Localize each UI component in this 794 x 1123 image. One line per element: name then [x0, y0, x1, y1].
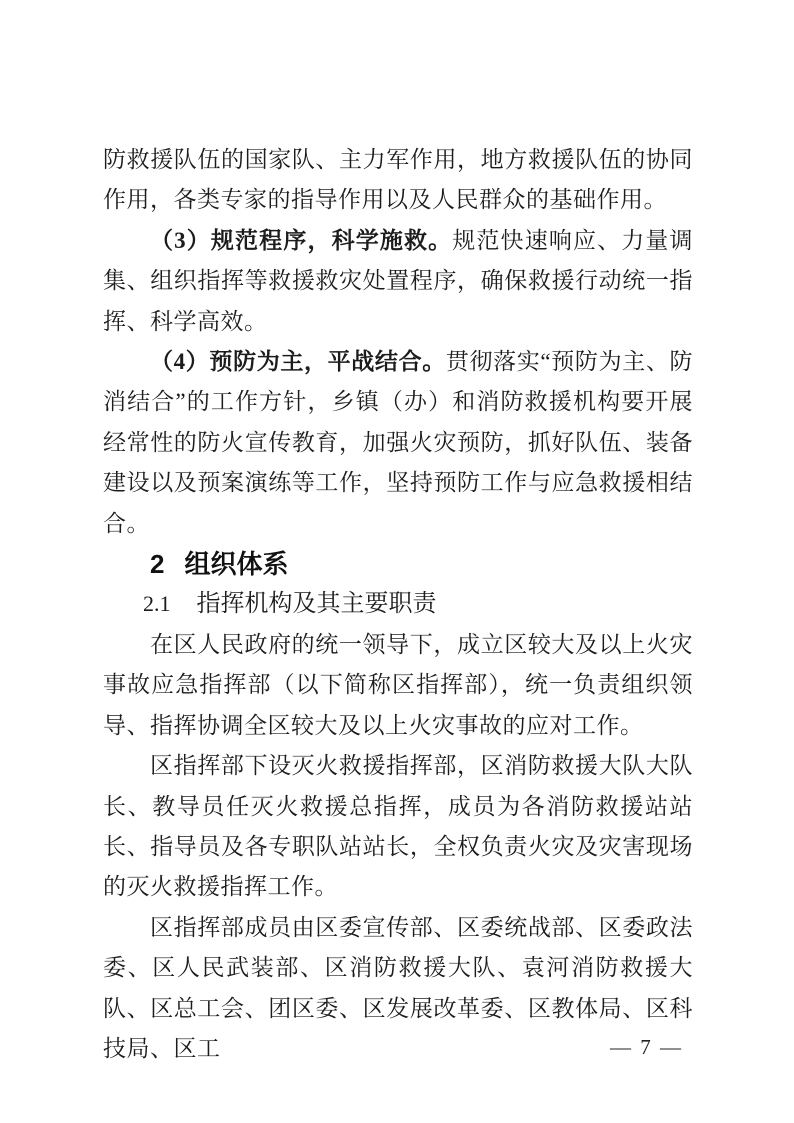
body-paragraph-rescue-command [103, 746, 693, 908]
body-paragraph-point-4 [103, 342, 693, 544]
paragraph-bold-lead: （4）预防为主，平战结合。 [150, 349, 446, 375]
subsection-title: 指挥机构及其主要职责 [196, 591, 437, 618]
body-paragraph-command-setup [103, 625, 693, 746]
paragraph-text: 防救援队伍的国家队、主力军作用，地方救援队伍的协同作用，各类专家的指导作用以及人民群众的基础作用。 [103, 147, 693, 213]
body-paragraph-continuation [103, 140, 693, 221]
section-heading [103, 544, 693, 584]
body-paragraph-point-3 [103, 221, 693, 342]
body-paragraph-members [103, 908, 693, 1070]
subsection-number: 2.1 [143, 591, 171, 617]
subsection-heading [103, 584, 693, 624]
paragraph-bold-lead: （3）规范程序，科学施救。 [150, 227, 453, 253]
paragraph-text: 区指挥部下设灭火救援指挥部，区消防救援大队大队长、教导员任灭火救援总指挥，成员为各消防救援站站长、指导员及各专职队站站长，全权负责火灾及灾害现场的灭火救援指挥工作。 [103, 753, 693, 900]
paragraph-text: 贯彻落实“预防为主、防消结合”的工作方针，乡镇（办）和消防救援机构要开展经常性的防火宣传教育，加强火灾预防，抓好队伍、装备建设以及预案演练等工作，坚持预防工作与应急救援相结合。 [103, 349, 693, 536]
paragraph-text: 区指挥部成员由区委宣传部、区委统战部、区委政法委、区人民武装部、区消防救援大队、袁河消防救援大队、区总工会、团区委、区发展改革委、区教体局、区科技局、区工 [103, 914, 693, 1061]
document-body [103, 140, 693, 1069]
section-title: 组织体系 [184, 549, 289, 580]
paragraph-text: 在区人民政府的统一领导下，成立区较大及以上火灾事故应急指挥部（以下简称区指挥部），统一负责组织领导、指挥协调全区较大及以上火灾事故的应对工作。 [103, 631, 693, 738]
page-number: — 7 — [610, 1035, 683, 1059]
paragraph-text: 规范快速响应、力量调集、组织指挥等救援救灾处置程序，确保救援行动统一指挥、科学高效。 [103, 227, 694, 334]
section-number: 2 [150, 549, 165, 580]
